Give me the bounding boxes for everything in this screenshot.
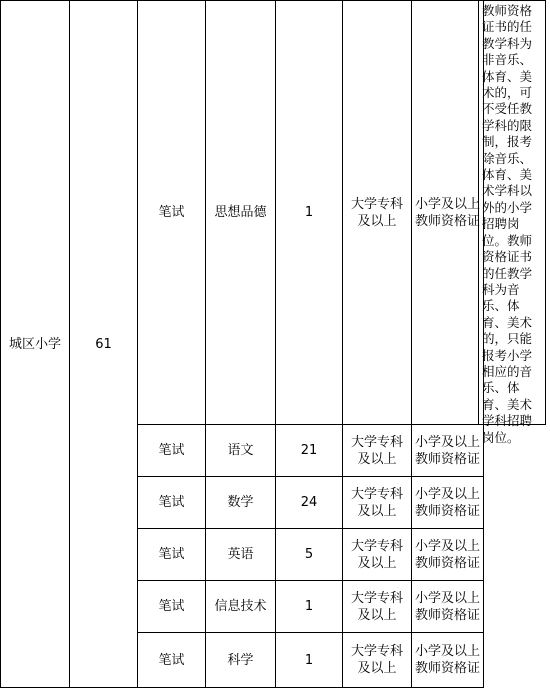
certificate-requirement: 小学及以上教师资格证 bbox=[414, 538, 480, 571]
subject-cell bbox=[205, 0, 276, 425]
total-count-cell bbox=[69, 0, 138, 688]
certificate-cell bbox=[411, 632, 484, 688]
subject: 信息技术 bbox=[214, 599, 267, 614]
exam-type: 笔试 bbox=[158, 652, 185, 668]
exam-type: 笔试 bbox=[158, 547, 185, 562]
education-requirement: 大学专科及以上 bbox=[350, 644, 403, 676]
certificate-cell bbox=[411, 476, 484, 529]
education-requirement: 大学专科及以上 bbox=[350, 538, 403, 571]
education-cell bbox=[342, 580, 412, 633]
certificate-requirement: 小学及以上教师资格证 bbox=[414, 590, 480, 623]
position-count-cell bbox=[275, 580, 343, 633]
position-count-cell bbox=[275, 0, 343, 425]
subject: 英语 bbox=[227, 547, 254, 562]
position-count: 1 bbox=[304, 652, 314, 668]
exam-type-cell bbox=[137, 528, 206, 581]
education-requirement: 大学专科及以上 bbox=[350, 434, 403, 467]
certificate-cell bbox=[411, 580, 484, 633]
exam-type: 笔试 bbox=[158, 443, 185, 458]
exam-type-cell bbox=[137, 424, 206, 477]
exam-type: 笔试 bbox=[158, 599, 185, 614]
school-name: 城区小学 bbox=[8, 336, 61, 352]
education-cell bbox=[342, 0, 412, 425]
subject-cell bbox=[205, 632, 276, 688]
education-cell bbox=[342, 424, 412, 477]
certificate-requirement: 小学及以上教师资格证 bbox=[414, 486, 480, 519]
certificate-requirement: 小学及以上教师资格证 bbox=[414, 644, 480, 676]
position-count-cell bbox=[275, 424, 343, 477]
subject: 数学 bbox=[227, 495, 254, 510]
position-count: 24 bbox=[300, 495, 318, 510]
subject-cell bbox=[205, 476, 276, 529]
subject-cell bbox=[205, 424, 276, 477]
certificate-requirement: 小学及以上教师资格证 bbox=[414, 434, 480, 467]
exam-type-cell bbox=[137, 0, 206, 425]
exam-type-cell bbox=[137, 580, 206, 633]
certificate-cell bbox=[411, 424, 484, 477]
education-requirement: 大学专科及以上 bbox=[350, 196, 403, 229]
position-count-cell bbox=[275, 632, 343, 688]
education-cell bbox=[342, 476, 412, 529]
position-count: 5 bbox=[304, 547, 314, 562]
certificate-cell bbox=[411, 528, 484, 581]
school-name-cell bbox=[0, 0, 70, 688]
subject: 科学 bbox=[227, 652, 254, 668]
exam-type: 笔试 bbox=[158, 495, 185, 510]
remarks-cell bbox=[478, 0, 546, 445]
subject: 语文 bbox=[227, 443, 254, 458]
subject-cell bbox=[205, 580, 276, 633]
position-count: 21 bbox=[300, 443, 318, 458]
education-requirement: 大学专科及以上 bbox=[350, 590, 403, 623]
total-count: 61 bbox=[95, 336, 112, 352]
position-count-cell bbox=[275, 476, 343, 529]
subject: 思想品德 bbox=[214, 205, 267, 220]
position-count: 1 bbox=[304, 205, 314, 220]
education-cell bbox=[342, 632, 412, 688]
certificate-cell bbox=[411, 0, 484, 425]
education-requirement: 大学专科及以上 bbox=[350, 486, 403, 519]
exam-type-cell bbox=[137, 476, 206, 529]
remarks-text: 教师资格证书的任教学科为非音乐、体育、美术的，可不受任教学科的限制，报考除音乐、体育、美术学科以外的小学招聘岗位。教师资格证书的任教学科为音乐、体育、美术的，只能报考小学相应的音乐、体育、美术学科招聘岗位。 bbox=[482, 3, 533, 445]
position-count: 1 bbox=[304, 599, 314, 614]
certificate-requirement: 小学及以上教师资格证 bbox=[414, 196, 480, 229]
exam-type: 笔试 bbox=[158, 205, 185, 220]
subject-cell bbox=[205, 528, 276, 581]
exam-type-cell bbox=[137, 632, 206, 688]
position-count-cell bbox=[275, 528, 343, 581]
education-cell bbox=[342, 528, 412, 581]
